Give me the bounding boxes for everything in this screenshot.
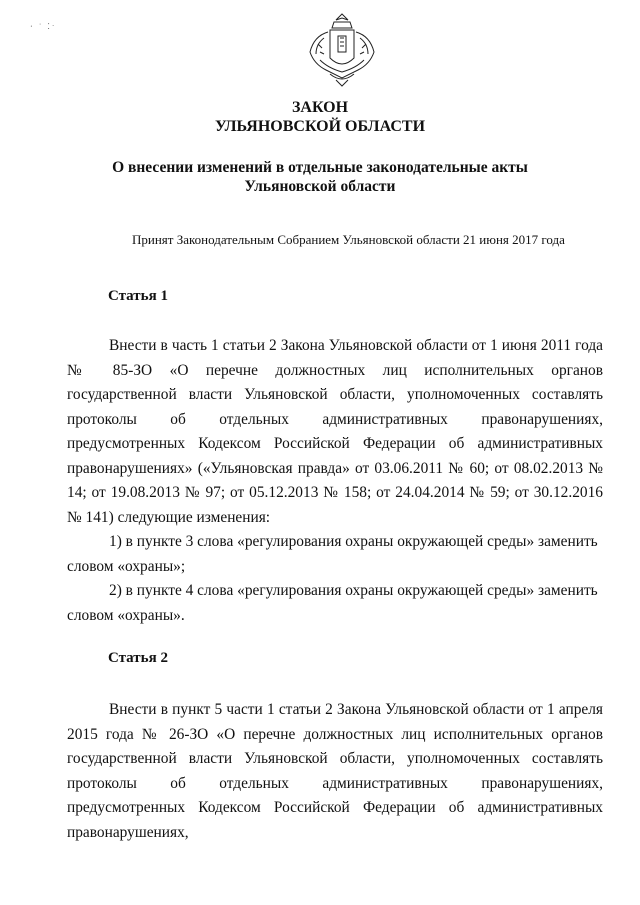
article-1-heading: Статья 1 — [108, 288, 168, 304]
region-label: УЛЬЯНОВСКОЙ ОБЛАСТИ — [214, 118, 426, 135]
law-title-block — [0, 98, 640, 136]
article-2-heading: Статья 2 — [108, 650, 168, 666]
subtitle-line-1: О внесении изменений в отдельные законодательные акты — [112, 159, 528, 176]
coat-of-arms-icon — [300, 8, 384, 88]
article-1-body — [67, 334, 603, 628]
article-2-body — [67, 698, 603, 845]
law-subtitle — [0, 158, 640, 196]
article-1-item-2-cont: словом «охраны». — [67, 606, 185, 624]
article-1-item-1: 1) в пункте 3 слова «регулирования охраны окружающей среды» заменить — [109, 533, 598, 550]
law-label: ЗАКОН — [291, 99, 349, 116]
article-1-paragraph-1: Внести в часть 1 статьи 2 Закона Ульяновской области от 1 июня 2011 года № 85-ЗО «О перечне должностных лиц исполнительных органов государственной власти Ульяновской области, уполномоченных составлять протоколы об отдельных административных правонарушениях, предусмотренных Кодексом Российской Федерации об административных правонарушениях» («Ульяновская правда» от 03.06.2011 № 60; от 08.02.2013 № 14; от 19.08.2013 № 97; от 05.12.2013 № 158; от 24.04.2014 № 59; от 30.12.2016 № 141) следующие изменения: — [67, 337, 603, 526]
subtitle-line-2: Ульяновской области — [244, 178, 396, 195]
article-1-item-2: 2) в пункте 4 слова «регулирования охраны окружающей среды» заменить — [109, 582, 598, 599]
adoption-note: Принят Законодательным Собранием Ульяновской области 21 июня 2017 года — [132, 232, 565, 247]
article-2-paragraph-1: Внести в пункт 5 части 1 статьи 2 Закона Ульяновской области от 1 апреля 2015 года № 26-ЗО «О перечне должностных лиц исполнительных органов государственной власти Ульяновской области, уполномоченных составлять протоколы об отдельных административных правонарушениях, предусмотренных Кодексом Российской Федерации об административных правонарушениях, — [67, 701, 603, 841]
article-1-item-1-cont: словом «охраны»; — [67, 557, 186, 575]
scan-artifact: ⋅ ˙ ⁚ˑ — [30, 22, 57, 31]
